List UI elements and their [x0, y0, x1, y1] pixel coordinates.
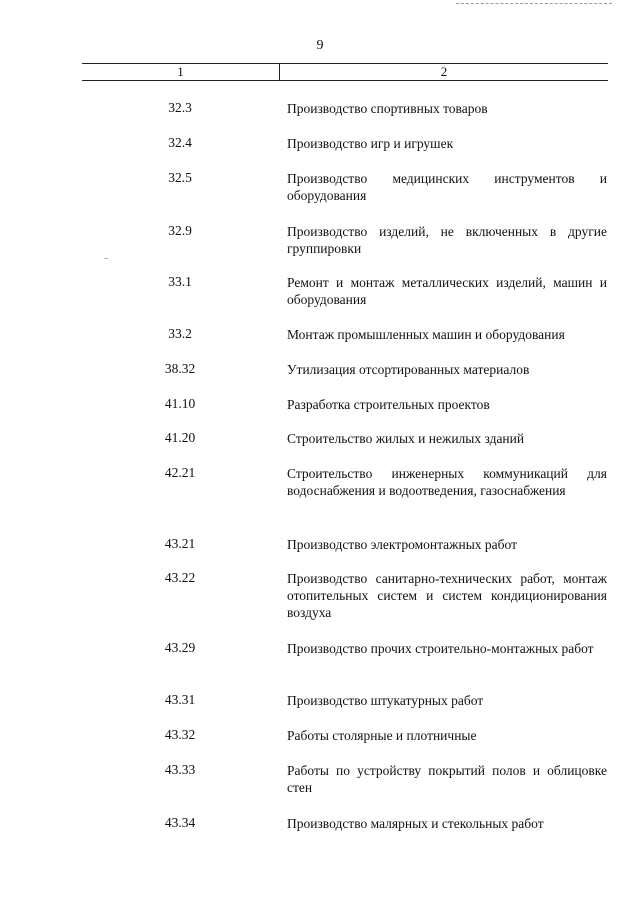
activity-name: Строительство инженерных коммуникаций для водоснабжения и водоотведения, газоснабжения [287, 466, 607, 498]
activity-code: 33.2 [168, 326, 192, 341]
scan-margin-mark [104, 258, 108, 259]
activity-name: Разработка строительных проектов [287, 397, 490, 412]
activity-code: 41.20 [164, 430, 196, 445]
scan-edge-mark [456, 3, 612, 4]
activity-name: Утилизация отсортированных материалов [287, 362, 530, 377]
activity-code: 32.5 [168, 170, 192, 185]
table-header-column-1: 1 [177, 64, 184, 79]
activity-code: 38.32 [164, 361, 196, 376]
activity-code: 32.4 [168, 135, 192, 150]
activity-name: Производство медицинских инструментов и оборудования [287, 171, 607, 203]
activity-name: Монтаж промышленных машин и оборудования [287, 327, 565, 342]
activity-code: 43.34 [164, 815, 196, 830]
activity-code: 42.21 [164, 465, 196, 480]
activity-code: 43.22 [164, 570, 196, 585]
activity-name: Производство прочих строительно-монтажных работ [287, 641, 594, 656]
activity-code: 43.31 [164, 692, 196, 707]
activity-name: Производство штукатурных работ [287, 693, 484, 708]
activity-name: Работы столярные и плотничные [287, 728, 477, 743]
activity-code: 41.10 [164, 396, 196, 411]
activity-name: Работы по устройству покрытий полов и облицовке стен [287, 763, 607, 795]
activity-code: 43.32 [164, 727, 196, 742]
activity-code: 32.9 [168, 223, 192, 238]
table-header-column-2: 2 [440, 64, 448, 79]
activity-name: Производство спортивных товаров [287, 101, 488, 116]
activity-code: 43.33 [164, 762, 196, 777]
activity-code: 33.1 [168, 274, 192, 289]
activity-name: Производство малярных и стекольных работ [287, 816, 544, 831]
activity-name: Строительство жилых и нежилых зданий [287, 431, 525, 446]
activity-name: Производство игр и игрушек [287, 136, 454, 151]
activity-name: Производство изделий, не включенных в другие группировки [287, 224, 607, 256]
activity-name: Производство санитарно-технических работ, монтаж отопительных систем и систем кондиционирования воздуха [287, 571, 607, 620]
page-number: 9 [316, 38, 324, 53]
activity-code: 32.3 [168, 100, 192, 115]
table-header-bottom-rule [82, 80, 608, 81]
activity-name: Ремонт и монтаж металлических изделий, машин и оборудования [287, 275, 607, 307]
activity-name: Производство электромонтажных работ [287, 537, 517, 552]
activity-code: 43.21 [164, 536, 196, 551]
activity-code: 43.29 [164, 640, 196, 655]
